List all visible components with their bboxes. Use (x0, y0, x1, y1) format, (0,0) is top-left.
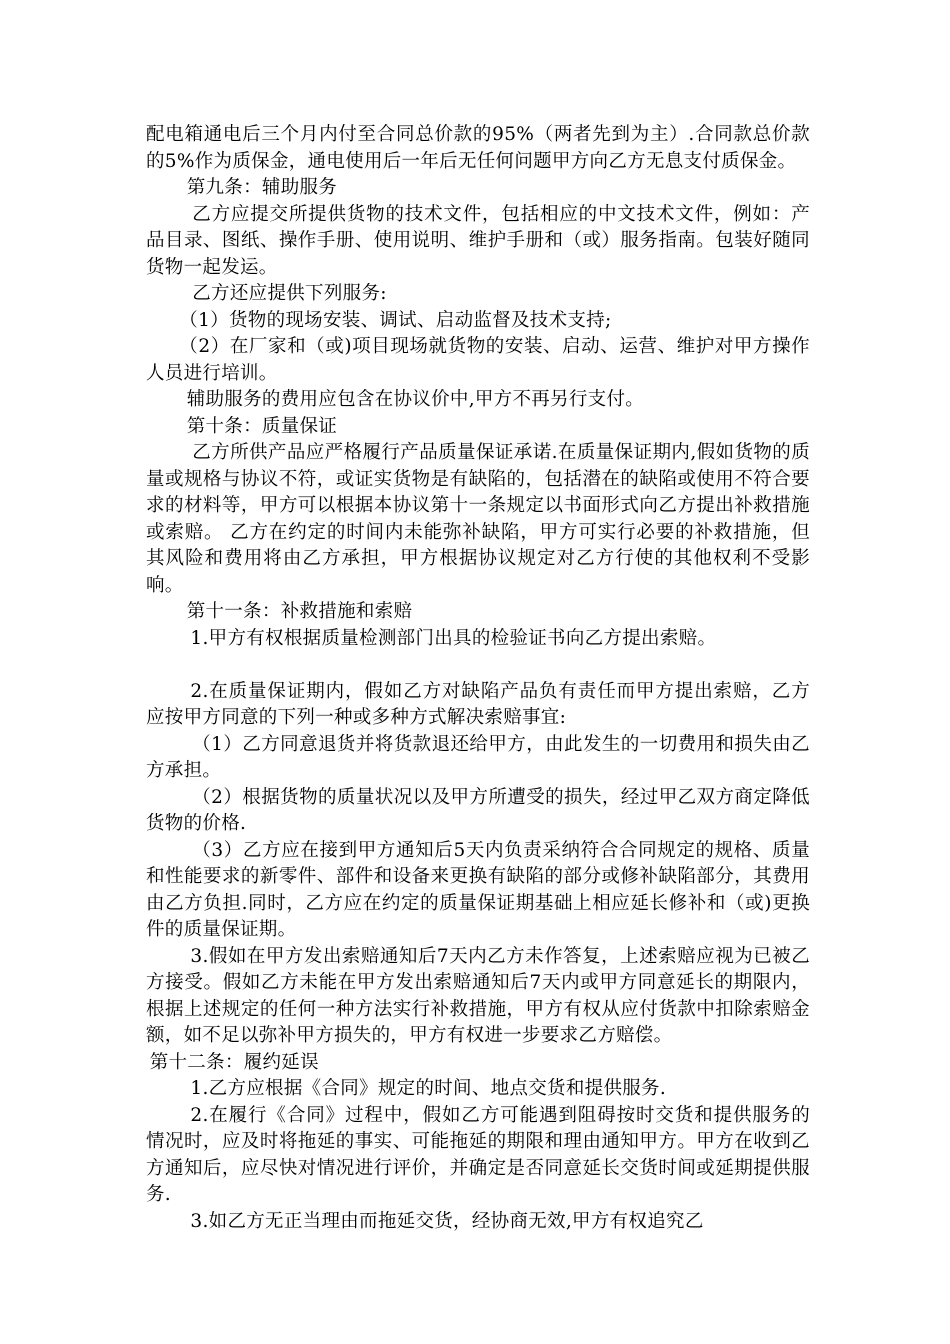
paragraph-delay-2: 2.在履行《合同》过程中，假如乙方可能遇到阻碍按时交货和提供服务的情况时，应及时将拖延的事实、可能拖延的期限和理由通知甲方。甲方在收到乙方通知后，应尽快对情况进行评价，并确定是否同意延长交货时间或延期提供服务. (146, 1104, 810, 1205)
heading-article-12: 第十二条：履约延误 (149, 1051, 319, 1073)
document-page (146, 122, 810, 1235)
paragraph-claim-2: 2.在质量保证期内，假如乙方对缺陷产品负有责任而甲方提出索赔，乙方应按甲方同意的下列一种或多种方式解决索赔事宜: (146, 680, 810, 728)
heading-article-9: 第九条：辅助服务 (186, 177, 338, 198)
list-item-claim-option-1: （1）乙方同意退货并将货款退还给甲方，由此发生的一切费用和损失由乙方承担。 (146, 733, 810, 781)
paragraph-payment-terms: 配电箱通电后三个月内付至合同总价款的95%（两者先到为主）.合同款总价款的5%作为质保金，通电使用后一年后无任何问题甲方向乙方无息支付质保金。 (146, 124, 810, 172)
paragraph-quality-guarantee: 乙方所供产品应严格履行产品质量保证承诺.在质量保证期内,假如货物的质量或规格与协议不符，或证实货物是有缺陷的，包括潜在的缺陷或使用不符合要求的材料等，甲方可以根据本协议第十一条规定以书面形式向乙方提出补救措施或索赔。 乙方在约定的时间内未能弥补缺陷，甲方可实行必要的补救措施，但其风险和费用将由乙方承担，甲方根据协议规定对乙方行使的其他权利不受影响。 (146, 442, 810, 596)
paragraph-technical-documents: 乙方应提交所提供货物的技术文件，包括相应的中文技术文件，例如：产品目录、图纸、操作手册、使用说明、维护手册和（或）服务指南。包装好随同货物一起发运。 (146, 203, 810, 278)
paragraph-delay-1: 1.乙方应根据《合同》规定的时间、地点交货和提供服务. (190, 1078, 667, 1099)
list-item-service-2: （2）在厂家和（或)项目现场就货物的安装、启动、运营、维护对甲方操作人员进行培训。 (146, 336, 810, 384)
list-item-claim-option-3: （3）乙方应在接到甲方通知后5天内负责采纳符合合同规定的规格、质量和性能要求的新零件、部件和设备来更换有缺陷的部分或修补缺陷部分，其费用由乙方负担.同时，乙方应在约定的质量保证期基础上相应延长修补和（或)更换件的质量保证期。 (146, 839, 810, 940)
paragraph-service-fees: 辅助服务的费用应包含在协议价中,甲方不再另行支付。 (186, 389, 645, 410)
heading-article-11: 第十一条：补救措施和索赔 (186, 601, 413, 622)
paragraph-services-intro: 乙方还应提供下列服务: (192, 283, 387, 304)
list-item-service-1: （1）货物的现场安装、调试、启动监督及技术支持; (179, 309, 612, 331)
blank-line (146, 652, 810, 679)
list-item-claim-option-2: （2）根据货物的质量状况以及甲方所遭受的损失，经过甲乙双方商定降低货物的价格. (146, 786, 810, 834)
paragraph-claim-3: 3.假如在甲方发出索赔通知后7天内乙方未作答复，上述索赔应视为已被乙方接受。假如乙方未能在甲方发出索赔通知后7天内或甲方同意延长的期限内，根据上述规定的任何一种方法实行补救措施，甲方有权从应付货款中扣除索赔金额，如不足以弥补甲方损失的，甲方有权进一步要求乙方赔偿。 (146, 945, 810, 1046)
heading-article-10: 第十条：质量保证 (186, 415, 338, 437)
paragraph-delay-3: 3.如乙方无正当理由而拖延交货，经协商无效,甲方有权追究乙 (190, 1210, 704, 1232)
paragraph-claim-1: 1.甲方有权根据质量检测部门出具的检验证书向乙方提出索赔。 (190, 627, 717, 649)
